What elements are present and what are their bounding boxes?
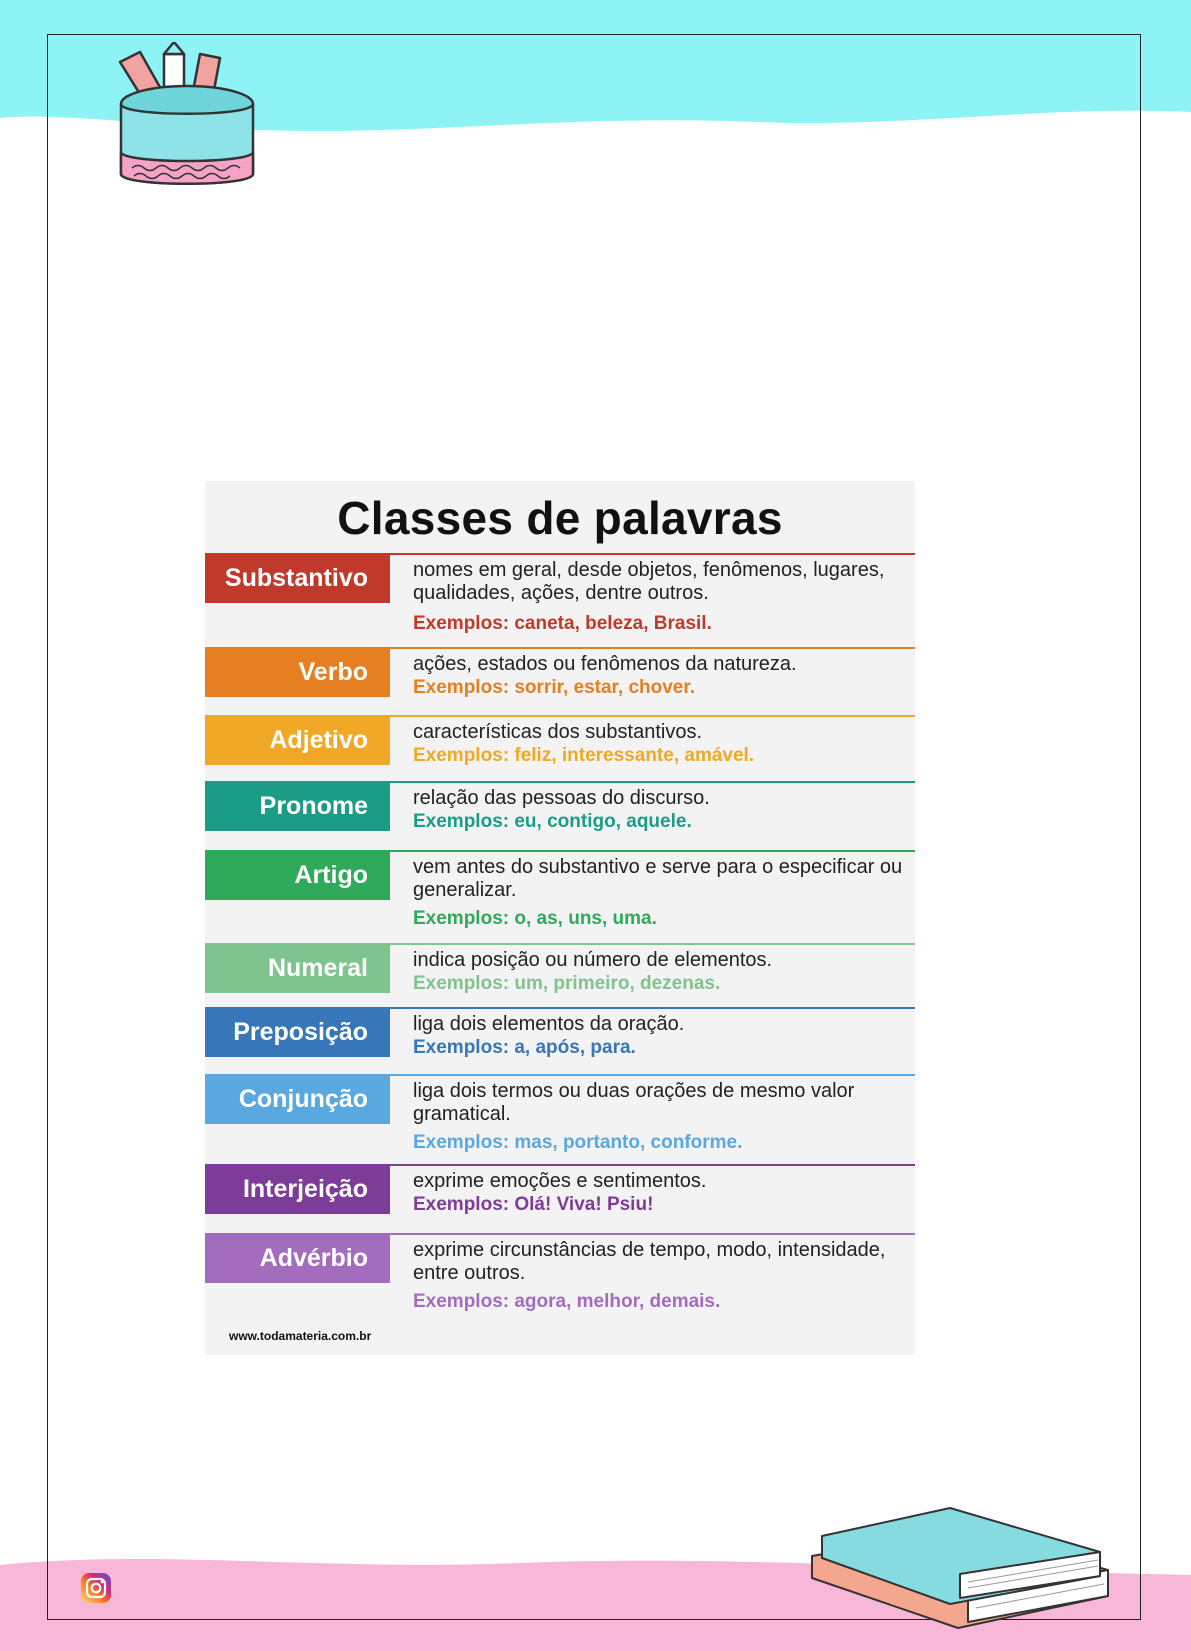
word-class-description: relação das pessoas do discurso. — [413, 787, 710, 809]
word-class-examples: Exemplos: mas, portanto, conforme. — [413, 1132, 743, 1153]
word-class-label: Verbo — [205, 647, 390, 697]
word-class-description: vem antes do substantivo e serve para o especificar ou generalizar. — [413, 856, 903, 901]
word-class-examples: Exemplos: caneta, beleza, Brasil. — [413, 613, 712, 634]
word-class-label: Preposição — [205, 1007, 390, 1057]
word-class-description: liga dois termos ou duas orações de mesmo valor gramatical. — [413, 1080, 855, 1125]
word-class-description: exprime emoções e sentimentos. — [413, 1170, 707, 1192]
word-class-description: exprime circunstâncias de tempo, modo, intensidade, entre outros. — [413, 1239, 886, 1284]
word-classes-card — [205, 481, 915, 1355]
word-class-description: ações, estados ou fenômenos da natureza. — [413, 653, 797, 675]
card-title: Classes de palavras — [337, 492, 783, 544]
word-class-description: indica posição ou número de elementos. — [413, 949, 773, 971]
word-class-description: liga dois elementos da oração. — [413, 1013, 685, 1035]
word-class-description: características dos substantivos. — [413, 721, 703, 743]
word-class-examples: Exemplos: o, as, uns, uma. — [413, 908, 657, 929]
word-class-examples: Exemplos: sorrir, estar, chover. — [413, 677, 695, 698]
word-class-examples: Exemplos: um, primeiro, dezenas. — [413, 973, 721, 994]
word-class-label: Numeral — [205, 943, 390, 993]
source-url: www.todamateria.com.br — [229, 1329, 372, 1343]
word-class-label: Advérbio — [205, 1233, 390, 1283]
word-class-label: Conjunção — [205, 1074, 390, 1124]
word-class-description: nomes em geral, desde objetos, fenômenos, lugares, qualidades, ações, dentre outros. — [413, 559, 885, 604]
books-icon — [808, 1500, 1138, 1630]
pencil-cup-icon — [112, 42, 262, 202]
word-class-label: Artigo — [205, 850, 390, 900]
word-class-label: Pronome — [205, 781, 390, 831]
word-class-label: Adjetivo — [205, 715, 390, 765]
word-class-examples: Exemplos: a, após, para. — [413, 1037, 636, 1058]
instagram-icon[interactable] — [80, 1572, 112, 1604]
word-class-examples: Exemplos: agora, melhor, demais. — [413, 1291, 721, 1312]
word-class-examples: Exemplos: eu, contigo, aquele. — [413, 811, 692, 832]
word-class-label: Substantivo — [205, 553, 390, 603]
word-class-label: Interjeição — [205, 1164, 390, 1214]
word-class-examples: Exemplos: feliz, interessante, amável. — [413, 745, 755, 766]
word-class-examples: Exemplos: Olá! Viva! Psiu! — [413, 1194, 654, 1215]
